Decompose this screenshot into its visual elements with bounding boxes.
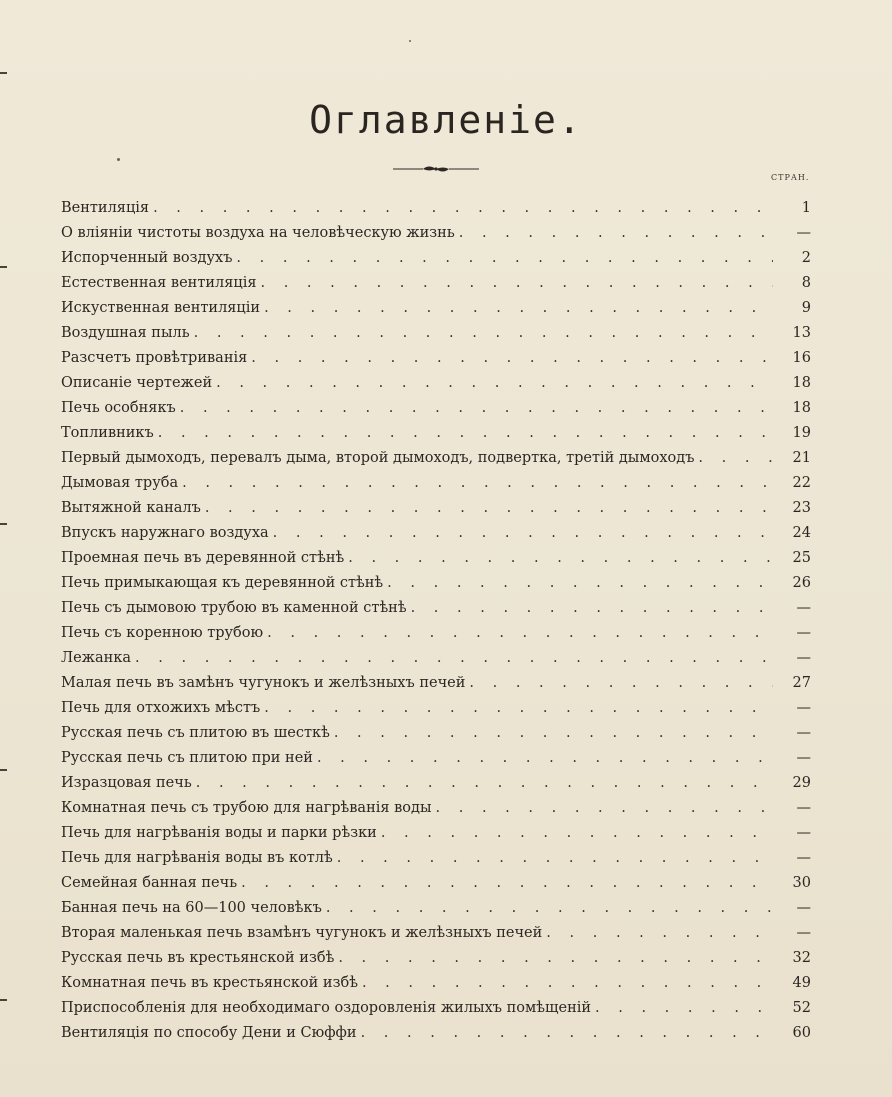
toc-entry-title: Русская печь въ крестьянской избѣ	[61, 950, 335, 966]
toc-entry-page: 30	[792, 875, 811, 891]
toc-entry-title: Дымовая труба	[61, 475, 179, 491]
dot-leader	[153, 196, 773, 221]
toc-entry-title: Проемная печь въ деревянной стѣнѣ	[61, 550, 345, 566]
dot-leader	[361, 1021, 773, 1046]
dot-leader	[180, 396, 773, 421]
dot-leader	[469, 671, 773, 696]
toc-entry-title: Топливникъ	[61, 425, 154, 441]
toc-entry	[61, 721, 811, 746]
toc-entry	[61, 296, 811, 321]
dot-leader	[158, 421, 773, 446]
toc-entry-title: Печь особнякъ	[61, 400, 176, 416]
toc-entry	[61, 596, 811, 621]
toc-entry-page: —	[796, 650, 811, 666]
toc-entry-page: 49	[792, 975, 811, 991]
dot-leader	[317, 746, 773, 771]
dot-leader	[348, 546, 773, 571]
toc-entry-title: Печь для отхожихъ мѣстъ	[61, 700, 261, 716]
toc-entry	[61, 821, 811, 846]
toc-entry	[61, 546, 811, 571]
toc-entry	[61, 971, 811, 996]
toc-entry-title: О вліяніи чистоты воздуха на человѣческую жизнь	[61, 225, 455, 241]
dot-leader	[595, 996, 773, 1021]
toc-entry-page: 22	[792, 475, 811, 491]
dot-leader	[267, 621, 773, 646]
toc-entry-title: Искуственная вентиляціи	[61, 300, 261, 316]
dot-leader	[334, 721, 773, 746]
dot-leader	[338, 946, 773, 971]
paper-speck	[117, 158, 120, 161]
dot-leader	[194, 321, 773, 346]
toc-entry	[61, 521, 811, 546]
toc-entry-title: Вытяжной каналъ	[61, 500, 201, 516]
toc-entry-page: 27	[792, 675, 811, 691]
dot-leader	[251, 346, 773, 371]
toc-entry-page: 16	[792, 350, 811, 366]
toc-entry	[61, 746, 811, 771]
margin-mark	[0, 999, 7, 1001]
toc-entry-title: Вентиляція по способу Дени и Сюффи	[61, 1025, 357, 1041]
toc-entry-title: Воздушная пыль	[61, 325, 190, 341]
toc-entry-page: —	[796, 900, 811, 916]
dot-leader	[436, 796, 773, 821]
title-divider-ornament	[393, 162, 479, 176]
toc-entry	[61, 646, 811, 671]
toc-entry-page: 21	[792, 450, 811, 466]
toc-entry-page: 1	[801, 200, 811, 216]
toc-entry-page: 2	[801, 250, 811, 266]
page-title: Оглавленіе.	[309, 98, 583, 142]
toc-entry-title: Приспособленія для необходимаго оздоровленія жилыхъ помѣщеній	[61, 1000, 592, 1016]
dot-leader	[459, 221, 773, 246]
toc-entry	[61, 221, 811, 246]
margin-mark	[0, 266, 7, 268]
dot-leader	[236, 246, 773, 271]
dot-leader	[264, 696, 773, 721]
toc-entry-title: Комнатная печь въ крестьянской избѣ	[61, 975, 358, 991]
margin-mark	[0, 769, 7, 771]
dot-leader	[362, 971, 773, 996]
toc-entry-page: —	[796, 825, 811, 841]
toc-entry-page: —	[796, 600, 811, 616]
dot-leader	[273, 521, 773, 546]
toc-entry	[61, 571, 811, 596]
page-column-label: СТРАН.	[771, 173, 810, 182]
toc-entry	[61, 246, 811, 271]
dot-leader	[698, 446, 773, 471]
toc-entry-page: 26	[792, 575, 811, 591]
paper-speck	[409, 40, 411, 42]
toc-entry-page: 29	[792, 775, 811, 791]
toc-entry-title: Лежанка	[61, 650, 132, 666]
toc-entry	[61, 871, 811, 896]
toc-entry	[61, 621, 811, 646]
margin-mark	[0, 523, 7, 525]
dot-leader	[241, 871, 773, 896]
toc-entry-page: —	[796, 725, 811, 741]
toc-entry	[61, 496, 811, 521]
toc-entry-title: Русская печь съ плитою при ней	[61, 750, 313, 766]
dot-leader	[216, 371, 773, 396]
toc-entry-title: Вторая маленькая печь взамѣнъ чугунокъ и желѣзныхъ печей	[61, 925, 543, 941]
toc-entry	[61, 396, 811, 421]
toc-entry-page: —	[796, 850, 811, 866]
toc-entry-page: 8	[801, 275, 811, 291]
toc-entry-page: 9	[801, 300, 811, 316]
toc-entry-title: Испорченный воздухъ	[61, 250, 233, 266]
toc-entry-page: 25	[792, 550, 811, 566]
toc-entry-title: Печь съ дымовою трубою въ каменной стѣнѣ	[61, 600, 407, 616]
toc-entry	[61, 671, 811, 696]
toc-entry-title: Малая печь въ замѣнъ чугунокъ и желѣзныхъ печей	[61, 675, 466, 691]
toc-entry-page: 23	[792, 500, 811, 516]
toc-entry	[61, 321, 811, 346]
toc-entry-title: Банная печь на 60—100 человѣкъ	[61, 900, 322, 916]
toc-entry-title: Вентиляція	[61, 200, 150, 216]
dot-leader	[264, 296, 773, 321]
toc-entry-page: —	[796, 225, 811, 241]
toc-entry-page: 13	[792, 325, 811, 341]
toc-entry-title: Семейная банная печь	[61, 875, 238, 891]
toc-entry-page: 24	[792, 525, 811, 541]
dot-leader	[387, 571, 773, 596]
toc-entry-title: Разсчетъ провѣтриванія	[61, 350, 248, 366]
dot-leader	[337, 846, 773, 871]
margin-mark	[0, 72, 7, 74]
toc-entry-title: Изразцовая печь	[61, 775, 192, 791]
toc-entry	[61, 371, 811, 396]
toc-entry	[61, 896, 811, 921]
toc-entry-title: Первый дымоходъ, перевалъ дыма, второй дымоходъ, подвертка, третій дымоходъ	[61, 450, 695, 466]
toc-entry-page: —	[796, 750, 811, 766]
toc-entry	[61, 796, 811, 821]
toc-entry-title: Русская печь съ плитою въ шесткѣ	[61, 725, 330, 741]
toc-entry-page: —	[796, 800, 811, 816]
toc-entry	[61, 446, 811, 471]
toc-entry-page: 32	[792, 950, 811, 966]
dot-leader	[326, 896, 773, 921]
dot-leader	[182, 471, 773, 496]
dot-leader	[381, 821, 773, 846]
toc-entry	[61, 771, 811, 796]
toc-entry-title: Печь съ коренною трубою	[61, 625, 264, 641]
toc-entry-page: 18	[792, 375, 811, 391]
toc-entry-page: 18	[792, 400, 811, 416]
toc-entry-title: Естественная вентиляція	[61, 275, 257, 291]
dot-leader	[546, 921, 773, 946]
toc-entry	[61, 996, 811, 1021]
toc-entry-page: —	[796, 625, 811, 641]
toc-entry-page: —	[796, 700, 811, 716]
toc-entry-title: Печь примыкающая къ деревянной стѣнѣ	[61, 575, 384, 591]
toc-entry-page: 60	[792, 1025, 811, 1041]
dot-leader	[411, 596, 773, 621]
toc-entry-title: Комнатная печь съ трубою для нагрѣванія воды	[61, 800, 432, 816]
toc-entry	[61, 1021, 811, 1046]
dot-leader	[135, 646, 773, 671]
toc-entry	[61, 696, 811, 721]
toc-entry	[61, 921, 811, 946]
dot-leader	[205, 496, 773, 521]
toc-entry-title: Описаніе чертежей	[61, 375, 213, 391]
dot-leader	[261, 271, 774, 296]
toc-entry-title: Впускъ наружнаго воздуха	[61, 525, 269, 541]
toc-entry	[61, 196, 811, 221]
toc-entry	[61, 471, 811, 496]
toc-entry	[61, 271, 811, 296]
dot-leader	[196, 771, 773, 796]
toc-entry-page: —	[796, 925, 811, 941]
toc-entry-page: 19	[792, 425, 811, 441]
toc-entry-title: Печь для нагрѣванія воды въ котлѣ	[61, 850, 333, 866]
table-of-contents	[61, 196, 811, 1046]
toc-entry	[61, 421, 811, 446]
toc-entry-page: 52	[792, 1000, 811, 1016]
toc-entry	[61, 846, 811, 871]
toc-entry	[61, 346, 811, 371]
toc-entry	[61, 946, 811, 971]
toc-entry-title: Печь для нагрѣванія воды и парки рѣзки	[61, 825, 377, 841]
